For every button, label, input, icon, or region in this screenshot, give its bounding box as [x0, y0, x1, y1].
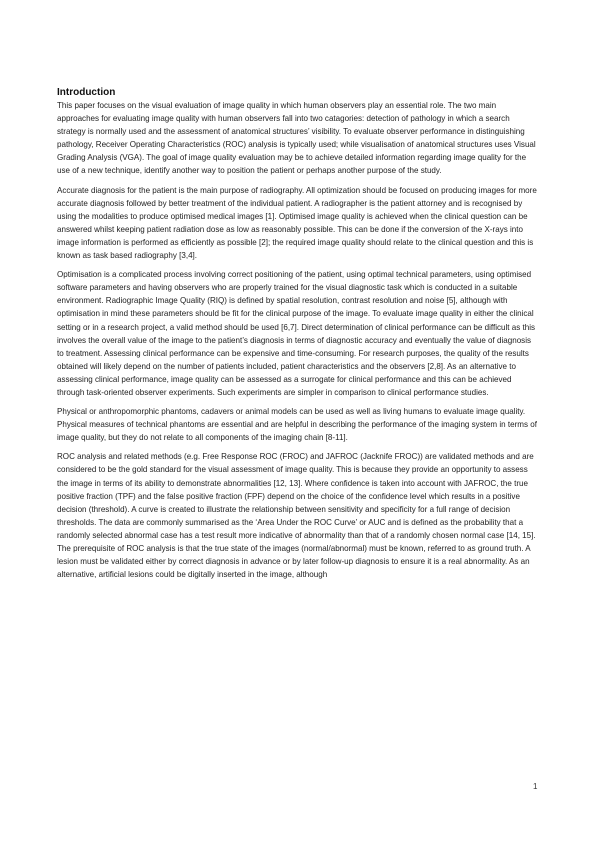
paragraph-1: This paper focuses on the visual evaluation of image quality in which human observers play an essential role. The two main approaches for evaluating image quality with human observers fall into two catagories: detection of pathology in which a search strategy is normally used and the assessment of anatomical structures’ visibility. To evaluate observer performance in distinguishing pathology, Receiver Operating Characteristics (ROC) analysis is typically used; while visualisation of anatomical structures uses Visual Grading Analysis (VGA). The goal of image quality evaluation may be to achieve detailed information regarding image quality for the use of a new technique, identify another way to position the patient or perhaps another purpose of the study.	[57, 101, 536, 176]
paragraph-2: Accurate diagnosis for the patient is the main purpose of radiography. All optimization should be focused on producing images for more accurate diagnosis followed by better treatment of the individual patient. A radiographer is the patient attorney and is recognised by using the modalities to produce optimised medical images [1]. Optimised image quality is achieved when the clinical question can be answered whilst keeping patient radiation dose as low as reasonably possible. This can be done if the conversion of the X-rays into image information is performed as efficiently as possible [2]; the required image quality should relate to the clinical question and this is known as task based radiography [3,4].	[57, 185, 537, 261]
section-heading: Introduction	[57, 87, 116, 98]
paragraph-4: Physical or anthropomorphic phantoms, cadavers or animal models can be used as well as living humans to evaluate image quality. Physical measures of technical phantoms are essential and are helpful in describing the performance of the imaging system in terms of image quality, but they do not relate to all components of the imaging chain [8-11].	[57, 407, 537, 443]
paragraph-3: Optimisation is a complicated process involving correct positioning of the patient, using optimal technical parameters, using optimised software parameters and having observers who are properly trained for the visual diagnostic task which is conducted in a suitable environment. Radiographic Image Quality (RIQ) is defined by spatial resolution, contrast resolution and noise [5], although with optimisation in mind these parameters should be fit for the clinical purpose of the image. To evaluate image quality in either the clinical setting or in a research project, a valid method should be used [6,7]. Direct determination of clinical performance can be difficult as this involves the overall value of the image to the patient’s diagnosis in terms of diagnostic accuracy and eventually the value of diagnosis to treatment. Assessing clinical performance can be expensive and time-consuming. For research purposes, the quality of the results obtained will likely depend on the number of patients included, patient characteristics and the observers [2,8]. As an alternative to assessing clinical performance, image quality can be assessed as a surrogate for clinical performance and this can be achieved through task-oriented observer experiments. Such experiments are simpler in comparison to clinical performance studies.	[57, 270, 536, 397]
document-body	[57, 86, 539, 587]
paragraph-5: ROC analysis and related methods (e.g. Free Response ROC (FROC) and JAFROC (Jacknife FROC)) are validated methods and are considered to be the gold standard for the visual assessment of image quality. This is because they provide an opportunity to assess the image in terms of its ability to demonstrate abnormalities [12, 13]. Where confidence is taken into account with JAFROC, the true positive fraction (TPF) and the false positive fraction (FPF) depend on the choice of the confidence level which results in a positive decision (threshold). A curve is created to illustrate the relationship between sensitivity and specificity for a full range of decision thresholds. The data are commonly summarised as the ‘Area Under the ROC Curve’ or AUC and is defined as the probability that a randomly selected abnormal case has a test result more indicative of abnormality than that of a randomly chosen normal case [14, 15]. The prerequisite of ROC analysis is that the true state of the images (normal/abnormal) must be known, referred to as ground truth. A lesion must be validated either by correct diagnosis in advance or by later follow-up diagnosis to ensure it is a real abnormality. As an alternative, artificial lesions could be digitally inserted in the image, although	[57, 452, 536, 580]
page-number: 1	[533, 782, 538, 791]
